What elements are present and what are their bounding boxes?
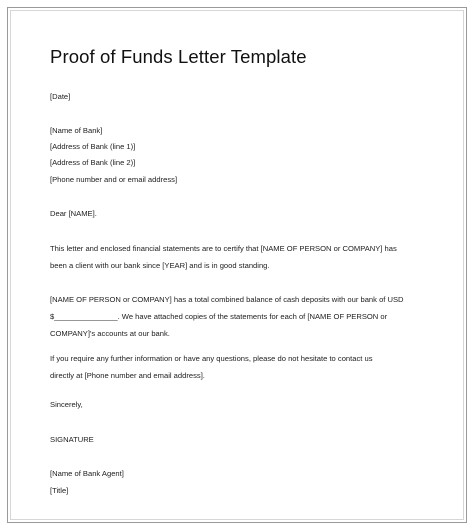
- bank-agent-name-placeholder: [Name of Bank Agent]: [50, 469, 124, 478]
- paragraph-line: COMPANY]'s accounts at our bank.: [50, 329, 170, 338]
- paragraph-line: been a client with our bank since [YEAR] and is in good standing.: [50, 261, 270, 270]
- bank-address-line-2: [Address of Bank (line 2)]: [50, 158, 136, 167]
- paragraph-balance: [50, 291, 430, 342]
- paragraph-contact: [50, 350, 430, 384]
- paragraph-line: If you require any further information or have any questions, please do not hesitate to contact us: [50, 354, 373, 363]
- document-title: Proof of Funds Letter Template: [50, 46, 307, 67]
- paragraph-certification: [50, 240, 430, 274]
- paragraph-line: $_______________. We have attached copies of the statements for each of [NAME OF PERSON or: [50, 312, 388, 321]
- bank-name-placeholder: [Name of Bank]: [50, 126, 103, 135]
- paragraph-line: directly at [Phone number and email address].: [50, 371, 205, 380]
- date-placeholder: [Date]: [50, 92, 71, 101]
- bank-address-line-1: [Address of Bank (line 1)]: [50, 142, 136, 151]
- bank-contact-line: [Phone number and or email address]: [50, 175, 178, 184]
- salutation: Dear [NAME].: [50, 209, 97, 218]
- bank-agent-title-placeholder: [Title]: [50, 486, 69, 495]
- closing: Sincerely,: [50, 400, 83, 409]
- letter-page: [7, 7, 467, 523]
- paragraph-line: [NAME OF PERSON or COMPANY] has a total combined balance of cash deposits with our bank of USD: [50, 295, 404, 304]
- paragraph-line: This letter and enclosed financial statements are to certify that [NAME OF PERSON or COMPANY] has: [50, 244, 397, 253]
- signature-placeholder: SIGNATURE: [50, 435, 94, 444]
